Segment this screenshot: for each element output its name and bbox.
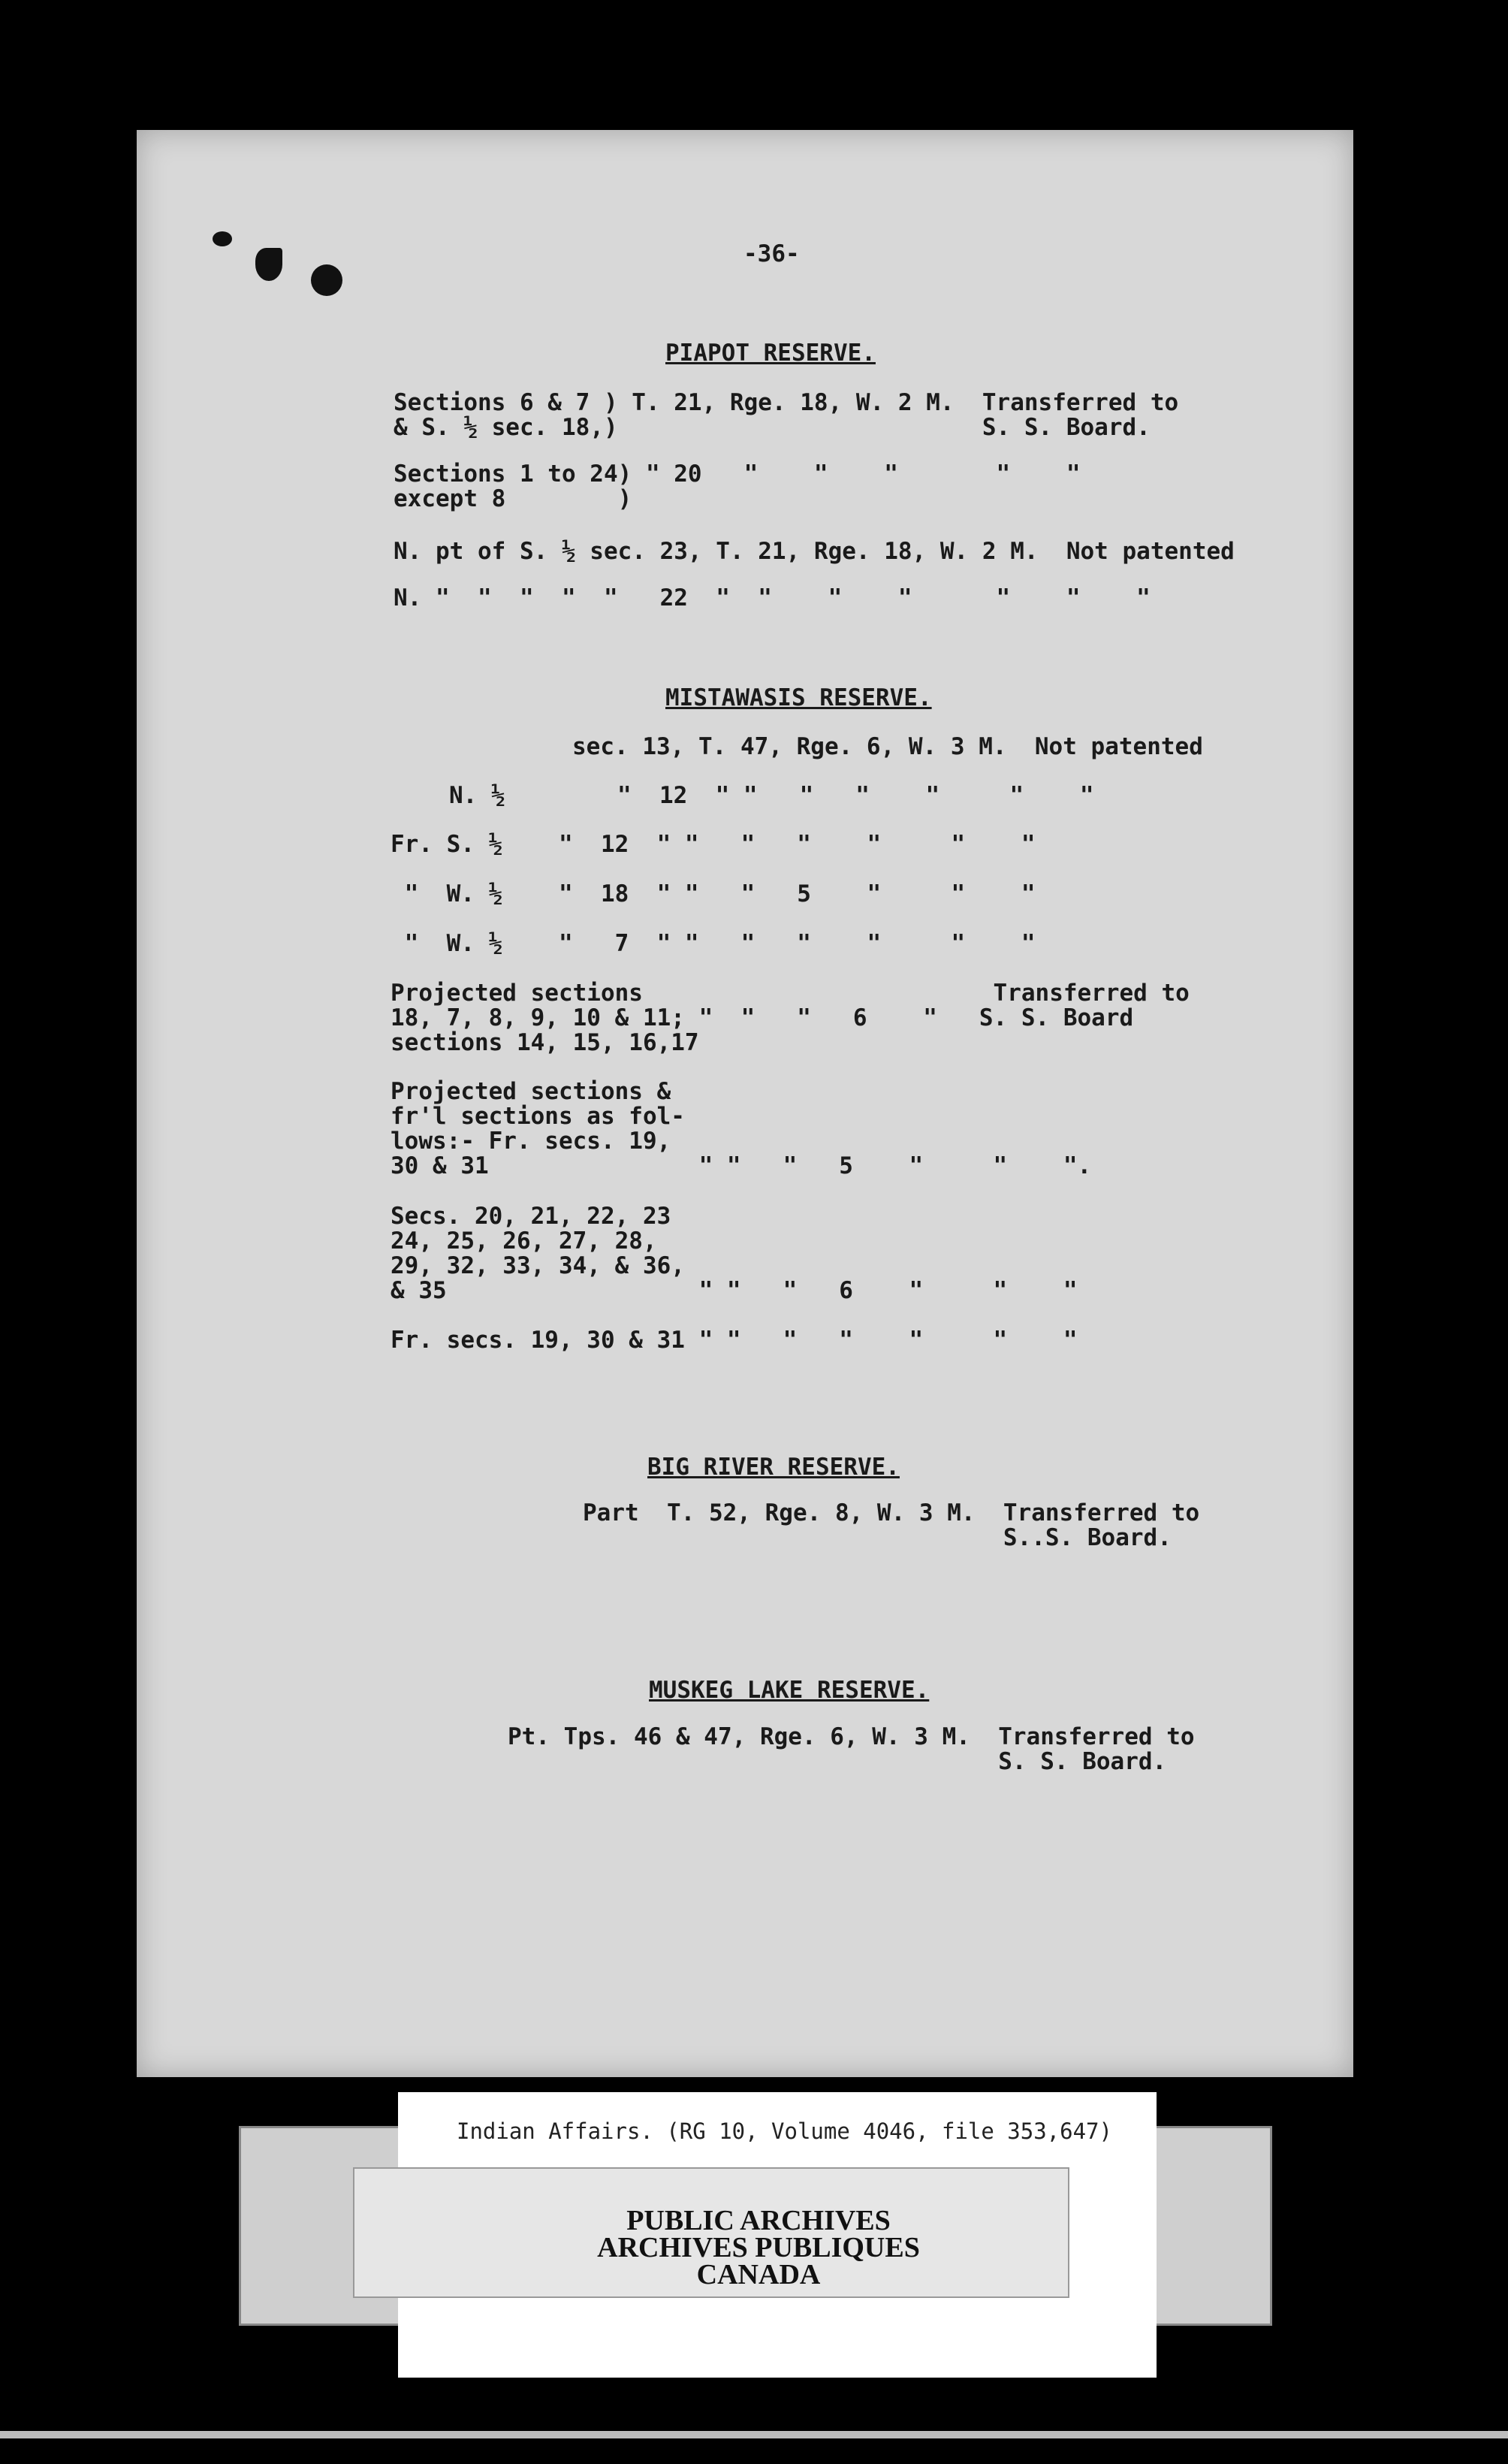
mistawasis-row: " W. ½ " 18 " " " 5 " " " [391,880,1036,907]
piapot-row: N. pt of S. ½ sec. 23, T. 21, Rge. 18, W. 2 M. Not patented [394,538,1235,565]
page-number: -36- [743,240,800,267]
stamp-line: CANADA [696,2259,821,2290]
piapot-heading: PIAPOT RESERVE. [665,340,876,367]
archive-citation: Indian Affairs. (RG 10, Volume 4046, file 353,647) [457,2118,1112,2144]
archive-stamp [548,2207,969,2288]
punch-mark [213,231,232,246]
mistawasis-row: & 35 " " " 6 " " " [391,1277,1078,1304]
mistawasis-row: 18, 7, 8, 9, 10 & 11; " " " 6 " S. S. Board [391,1004,1134,1031]
piapot-row: Sections 6 & 7 ) T. 21, Rge. 18, W. 2 M. Transferred to [394,389,1179,416]
muskeg-lake-row: S. S. Board. [508,1748,1167,1775]
mistawasis-row: fr'l sections as fol- [391,1103,685,1130]
mistawasis-row: Fr. S. ½ " 12 " " " " " " " [391,831,1036,858]
stamp-line: PUBLIC ARCHIVES [626,2205,891,2236]
mistawasis-row: Projected sections Transferred to [391,980,1190,1007]
punch-mark [311,264,342,296]
mistawasis-heading: MISTAWASIS RESERVE. [665,684,932,711]
mistawasis-row: " W. ½ " 7 " " " " " " " [391,930,1036,957]
mistawasis-row: N. ½ " 12 " " " " " " " [449,782,1094,809]
mistawasis-row: 24, 25, 26, 27, 28, [391,1227,657,1255]
mistawasis-row: lows:- Fr. secs. 19, [391,1128,671,1155]
mistawasis-row: 29, 32, 33, 34, & 36, [391,1252,685,1279]
mistawasis-row: Projected sections & [391,1078,671,1105]
piapot-row: & S. ½ sec. 18,) S. S. Board. [394,414,1151,441]
stamp-line: ARCHIVES PUBLIQUES [597,2232,920,2263]
bottom-strip [0,2431,1508,2438]
big-river-row: S..S. Board. [583,1524,1172,1551]
mistawasis-row: Secs. 20, 21, 22, 23 [391,1203,671,1230]
mistawasis-row: 30 & 31 " " " 5 " " ". [391,1152,1092,1179]
mistawasis-row: sections 14, 15, 16,17 [391,1029,699,1056]
mistawasis-header-row: sec. 13, T. 47, Rge. 6, W. 3 M. Not patented [572,733,1203,760]
mistawasis-row: Fr. secs. 19, 30 & 31 " " " " " " " [391,1327,1078,1354]
piapot-row: Sections 1 to 24) " 20 " " " " " [394,460,1081,488]
muskeg-lake-row: Pt. Tps. 46 & 47, Rge. 6, W. 3 M. Transferred to [508,1723,1195,1750]
big-river-heading: BIG RIVER RESERVE. [647,1454,900,1481]
piapot-row: except 8 ) [394,485,632,512]
punch-mark [255,248,282,281]
big-river-row: Part T. 52, Rge. 8, W. 3 M. Transferred to [583,1499,1200,1526]
piapot-row: N. " " " " " 22 " " " " " " " [394,584,1151,611]
muskeg-lake-heading: MUSKEG LAKE RESERVE. [649,1677,930,1704]
